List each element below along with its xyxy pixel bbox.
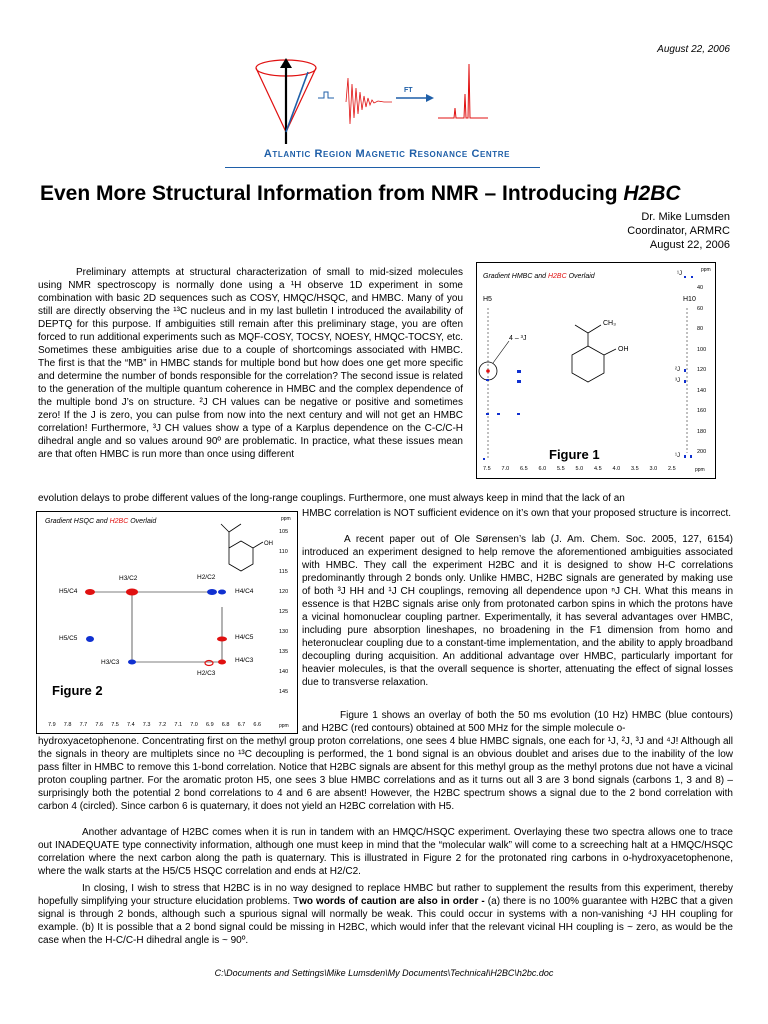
axis-tick-label: 160 xyxy=(697,408,707,414)
figure-1-y-ticks xyxy=(695,263,715,478)
oh-label: OH xyxy=(618,346,629,353)
figure-1-plot xyxy=(477,263,715,478)
axis-tick-label: 7.4 xyxy=(127,722,135,728)
figure-1-x-label: ppm xyxy=(695,467,705,473)
peak-label-h5c5: H5/C5 xyxy=(59,635,78,642)
page-title: Even More Structural Information from NMR – Introducing H2BC xyxy=(40,182,681,205)
molecule-structure xyxy=(572,325,616,382)
hmbc-peak xyxy=(690,455,692,458)
hmbc-peak xyxy=(486,379,489,381)
h10-label: H10 xyxy=(683,296,696,303)
peak-h2c3 xyxy=(205,661,213,666)
paragraph-2: A recent paper out of Ole Sørensen’s lab (J. Am. Chem. Soc. 2005, 127, 6154) introduced an experiment designed to help remove the aforementioned ambiguities associated with HMBC. They call the experiment H2BC and it is designed to show H-C correlations predominantly through 2 bonds only. Unlike HMBC, H2BC signals are generated by making use of both ³J HH and ¹J CH couplings, removing all dependence upon ⁿJ CH. What this means in essence is that H2BC signals arise only from protonated carbon spins in which the protons have a vicinal homonuclear coupling partner. Experimentally, it has several advantages over HMBC, including pure absorption lineshapes, no broadening in the F1 dimension from homo and heteronuclear coupling due to a constant-time implementation, and the ability to apply broadband decoupling during acquisition. An additional advantage over HMBC, particularly important for heavier molecules, is that the overall sequence is shorter, attenuating the effect of signal losses due to transverse relaxation. xyxy=(302,534,733,688)
axis-tick-label: 6.5 xyxy=(520,466,528,472)
axis-tick-label: 7.0 xyxy=(190,722,198,728)
axis-tick-label: 100 xyxy=(697,346,707,353)
peak-h5c4 xyxy=(85,589,95,595)
peak-label-h3c2: H3/C2 xyxy=(119,575,138,582)
axis-tick-label: 7.5 xyxy=(483,466,491,472)
armrc-logo xyxy=(228,58,528,146)
peak-h3c2 xyxy=(126,589,138,596)
header-rule xyxy=(225,167,540,168)
one-j-top: ¹J xyxy=(677,271,682,277)
peak-h4c4 xyxy=(218,590,226,595)
axis-tick-label: 2.5 xyxy=(668,466,676,472)
peak-label-h5c4: H5/C4 xyxy=(59,588,78,595)
axis-tick-label: 7.8 xyxy=(63,722,72,728)
two-j-label: ²J xyxy=(675,367,680,373)
author-name: Dr. Mike Lumsden xyxy=(641,211,730,223)
hmbc-peak xyxy=(517,380,521,383)
axis-tick-label: 120 xyxy=(697,367,707,373)
peak-h3c3 xyxy=(128,660,136,665)
molecular-walk xyxy=(90,592,222,662)
hmbc-peak xyxy=(497,413,500,415)
axis-tick-label: 125 xyxy=(279,609,289,615)
paragraph-3b: hydroxyacetophenone. Concentrating first on the methyl group proton correlations, one sees 4 blue HMBC signals, one each for ¹J, ²J, ³J and ⁴J! Although all the signals in theory are multiplets since no ¹³C decoupling is performed, the 1 bond signal is an obvious doublet and arises due to the inability of the low pass filter in HMBC to remove this 1-bond correlation. Notice that H2BC signals are absent for this methyl group as the methyl protons due not have a vicinal proton coupling partner. For the aromatic proton H5, one sees 3 blue HMBC correlations and as it turns out all 3 are 3 bond signals (carbons 1, 3 and 8) – surprisingly both the potential 2 bond correlations to 4 and 6 are absent! However, the H2BC spectrum shows a signal due to the 2 bond correlation with carbon 4 (circled). Since carbon 6 is quaternary, it does not yield an H2BC correlation with H5. xyxy=(38,736,733,812)
figure-1-label: Figure 1 xyxy=(549,447,600,462)
axis-tick-label: 180 xyxy=(697,428,707,435)
axis-tick-label: 140 xyxy=(697,387,707,394)
figure-2-plot xyxy=(37,512,297,733)
axis-tick-label: 6.6 xyxy=(253,722,262,728)
peak-h4c5 xyxy=(217,637,227,642)
axis-tick-label: 145 xyxy=(279,689,289,695)
axis-tick-label: 80 xyxy=(697,326,704,332)
axis-tick-label: 7.0 xyxy=(501,466,510,472)
hmbc-peak xyxy=(517,370,521,373)
pulse-icon xyxy=(318,92,334,98)
axis-tick-label: 105 xyxy=(279,529,289,535)
axis-tick-label: 7.3 xyxy=(142,722,151,728)
axis-tick-label: 115 xyxy=(279,569,288,575)
axis-tick-label: 6.9 xyxy=(206,722,214,728)
author-role: Coordinator, ARMRC xyxy=(627,225,730,237)
peak-label-h2c3: H2/C3 xyxy=(197,670,216,677)
hmbc-peak xyxy=(483,458,485,460)
four-j-pointer xyxy=(493,341,509,363)
axis-tick-label: 40 xyxy=(697,285,704,291)
author-block xyxy=(627,210,730,252)
paragraph-1b: evolution delays to probe different values of the long-range couplings. Furthermore, one must always keep in mind that the lack of an xyxy=(38,493,625,504)
spectrum xyxy=(438,64,488,118)
h2bc-peak xyxy=(486,369,490,373)
figure-1-title: Gradient HMBC and H2BC Overlaid xyxy=(483,273,595,280)
header-date: August 22, 2006 xyxy=(657,44,730,55)
axis-tick-label: 7.6 xyxy=(95,722,104,728)
hmbc-peak xyxy=(684,455,686,458)
peak-label-h4c4: H4/C4 xyxy=(235,588,254,595)
peak-label-h3c3: H3/C3 xyxy=(101,659,120,666)
ft-label: FT xyxy=(404,87,413,94)
figure-2-x-label: ppm xyxy=(279,723,289,729)
figure-2-y-ticks xyxy=(277,512,297,733)
figure-2-y-label: ppm xyxy=(281,516,291,522)
hmbc-peak xyxy=(684,369,686,372)
axis-tick-label: 140 xyxy=(279,669,289,675)
axis-tick-label: 7.1 xyxy=(174,722,183,728)
axis-tick-label: 7.2 xyxy=(158,722,167,728)
axis-tick-label: 6.8 xyxy=(221,722,230,728)
axis-tick-label: 200 xyxy=(697,449,707,455)
axis-tick-label: 130 xyxy=(279,629,289,635)
magnetization-vector xyxy=(286,72,308,132)
figure-2-label: Figure 2 xyxy=(52,683,103,698)
axis-tick-label: 7.5 xyxy=(111,722,119,728)
peak-label-h2c2: H2/C2 xyxy=(197,574,216,581)
paragraph-1a: Preliminary attempts at structural characterization of small to mid-sized molecules using NMR spectroscopy is normally done using a ¹H observe 1D experiment in some combination with basic 2D sequences such as COSY, HMQC/HSQC, and HMBC. Many of you still are directly observing the ¹³C nucleus and in my last bulletin I introduced the availability of DEPTQ for this purpose. If ambiguities still remain after this preliminary stage, you are often forced to run additional experiments such as MQF-COSY, TOCSY, NOESY, HMQC-TOCSY, etc. Sometimes these ambiguities arise due to a couple of shortcomings associated with HMBC. The first is that the “MB” in HMBC stands for multiple bond but how does one get more specific and determine the number of bonds responsible for the correlation? The second issue is related to the generation of the multiple quantum coherence in HMBC and the complex dependence of the multiple bond J’s on structure. ²J CH values can be negative or positive and sometimes zero! If the J is zero, you can pulse from now into the next century and will not get an HMBC correlation! Furthermore, ³J CH values show a type of a Karplus dependence on the C-C/C-H dihedral angle and so values around 90º are problematic. In practice, what these issues mean are that often HMBC is run more than once using different xyxy=(38,267,463,460)
hmbc-peak xyxy=(691,276,693,278)
three-j-label: ³J xyxy=(675,378,680,384)
author-date: August 22, 2006 xyxy=(649,239,730,251)
four-j-label: 4 – ³J xyxy=(509,335,527,342)
oh-label: OH xyxy=(264,541,273,547)
cone-right xyxy=(286,68,316,132)
figure-2-title: Gradient HSQC and H2BC Overlaid xyxy=(45,518,157,525)
molecule-structure xyxy=(221,524,263,571)
paragraph-5: In closing, I wish to stress that H2BC is in no way designed to replace HMBC but rather to supplement the results from this experiment, thereby hopefully simplifying your structure elucidation problems. Two words of caution are also in order - (a) there is no 100% guarantee with H2BC that a given signal is through 2 bonds, although such a spurious signal will normally be weak. This could occur in systems with a non-vanishing ⁴J HH coupling for example. (b) It is possible that a 2 bond signal could be missing in H2BC, which would infer that the relevant vicinal HH coupling is ~ zero, as would be the case when the H-C/C-H dihedral angle is ~ 90º. xyxy=(38,883,733,946)
axis-tick-label: 135 xyxy=(279,649,289,655)
methyl-label: CH₃ xyxy=(603,320,616,327)
peak-h2c2 xyxy=(207,589,217,595)
axis-tick-label: 120 xyxy=(279,589,289,595)
axis-tick-label: 5.0 xyxy=(575,466,584,472)
peak-label-h4c3: H4/C3 xyxy=(235,657,254,664)
axis-tick-label: 3.0 xyxy=(649,466,658,472)
axis-tick-label: 5.5 xyxy=(557,466,565,472)
figure-1-x-ticks xyxy=(477,466,715,476)
fid-signal xyxy=(346,78,392,124)
figure-1 xyxy=(476,262,716,479)
one-j-bottom: ¹J xyxy=(675,453,680,459)
paragraph-1c: HMBC correlation is NOT sufficient evidence on it’s own that your proposed structure is incorrect. xyxy=(302,508,732,519)
axis-tick-label: 60 xyxy=(697,305,704,312)
figure-2-x-ticks xyxy=(37,722,297,732)
footer-path: C:\Documents and Settings\Mike Lumsden\My Documents\Technical\H2BC\h2bc.doc xyxy=(214,968,554,978)
axis-tick-label: 6.7 xyxy=(237,722,246,728)
axis-tick-label: 4.0 xyxy=(612,466,621,472)
hmbc-peak xyxy=(517,413,520,415)
hmbc-peak xyxy=(486,413,489,415)
axis-tick-label: 7.9 xyxy=(48,722,56,728)
axis-tick-label: 6.0 xyxy=(538,466,547,472)
centre-name: Atlantic Region Magnetic Resonance Centre xyxy=(263,148,511,160)
figure-1-y-label: ppm xyxy=(701,267,711,273)
peak-h5c5 xyxy=(86,636,94,642)
paragraph-4: Another advantage of H2BC comes when it is run in tandem with an HMQC/HSQC experiment. Overlaying these two spectra allows one to trace out INADEQUATE type connectivity information, although one must keep in mind that the “molecular walk” will come to a screeching halt at a HMQC/HSQC correlation where the next carbon along the path is quaternary. This is illustrated in Figure 2 for the protonated ring carbons in o-hydroxyacetophenone, where the walk starts at the H5/C5 HSQC correlation and ends at H2/C2. xyxy=(38,827,733,877)
axis-tick-label: 110 xyxy=(279,549,288,555)
figure-2 xyxy=(36,511,298,734)
h5-label: H5 xyxy=(483,296,492,303)
hmbc-peak xyxy=(684,276,686,278)
hmbc-peak xyxy=(684,380,686,383)
paragraph-3a: Figure 1 shows an overlay of both the 50 ms evolution (10 Hz) HMBC (blue contours) and H2BC (red contours) obtained at 500 MHz for the simple molecule o- xyxy=(302,710,733,734)
peak-h4c3 xyxy=(218,660,226,665)
axis-tick-label: 4.5 xyxy=(594,466,602,472)
axis-tick-label: 3.5 xyxy=(631,466,639,472)
ft-arrow-head xyxy=(426,94,434,102)
cone-left xyxy=(256,68,286,132)
peak-label-h4c5: H4/C5 xyxy=(235,634,254,641)
axis-tick-label: 7.7 xyxy=(79,722,88,728)
